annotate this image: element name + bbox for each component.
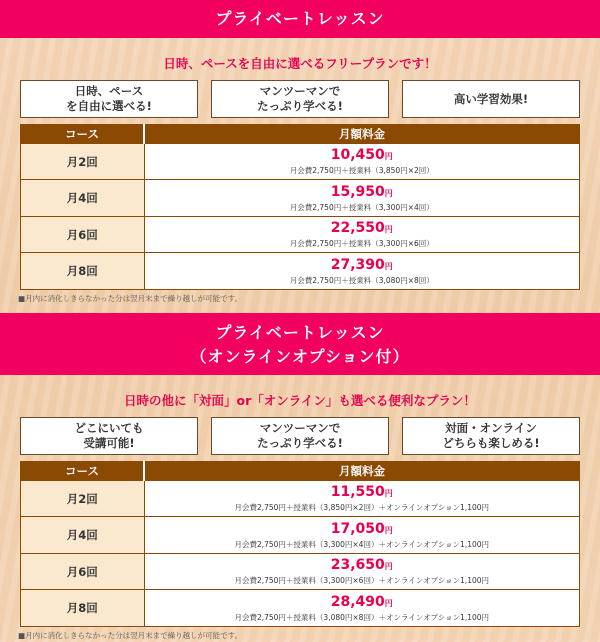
table-header-row — [21, 462, 580, 481]
amount-value: 27,390 — [330, 256, 385, 273]
table-row — [21, 217, 580, 253]
fee-detail: 月会費2,750円＋授業料（3,850円×2回）＋オンラインオプション1,100円 — [234, 503, 490, 512]
fee-amount — [145, 147, 580, 165]
table-row — [21, 180, 580, 217]
fee-cell — [144, 554, 580, 590]
course-cell: 月8回 — [21, 253, 145, 290]
table-row — [21, 481, 580, 517]
amount-value: 23,650 — [330, 557, 385, 573]
fee-amount — [145, 184, 580, 202]
yen-unit: 円 — [384, 489, 393, 498]
table-row — [21, 253, 580, 290]
yen-unit: 円 — [384, 562, 393, 571]
yen-unit: 円 — [384, 188, 393, 198]
fee-amount — [145, 557, 580, 575]
col-fee-header: 月額料金 — [144, 462, 580, 481]
fee-detail: 月会費2,750円＋授業料（3,850円×2回） — [289, 166, 434, 175]
section2-banner — [0, 313, 600, 375]
table-row — [21, 144, 580, 180]
fee-detail: 月会費2,750円＋授業料（3,300円×4回）＋オンラインオプション1,100円 — [234, 539, 490, 549]
table-row — [21, 517, 580, 554]
fee-detail: 月会費2,750円＋授業料（3,300円×6回）＋オンラインオプション1,100円 — [234, 576, 490, 585]
section2-note: ■月内に消化しきらなかった分は翌月末まで繰り越しが可能です。 — [18, 631, 242, 640]
course-cell: 月6回 — [21, 217, 145, 253]
amount-value: 15,950 — [330, 183, 385, 200]
feature-box: どこにいても 受講可能! — [20, 417, 198, 455]
amount-value: 11,550 — [330, 484, 385, 500]
fee-cell — [144, 517, 580, 554]
section2-price-table — [20, 461, 580, 627]
col-fee-header: 月額料金 — [144, 125, 580, 144]
table-row — [21, 554, 580, 590]
section2-title-line2: （オンラインオプション付） — [190, 347, 410, 366]
yen-unit: 円 — [384, 598, 393, 608]
fee-amount — [145, 594, 580, 612]
fee-cell — [144, 481, 580, 517]
course-cell: 月6回 — [21, 554, 145, 590]
section1-note: ■月内に消化しきらなかった分は翌月末まで繰り越しが可能です。 — [18, 294, 242, 303]
section2-subtitle: 日時の他に「対面」or「オンライン」も選べる便利なプラン！ — [124, 393, 476, 408]
fee-cell — [144, 217, 580, 253]
feature-box: 高い学習効果! — [402, 80, 580, 118]
table-header-row — [21, 125, 580, 144]
course-cell: 月2回 — [21, 144, 145, 180]
course-cell: 月4回 — [21, 180, 145, 217]
fee-cell — [144, 180, 580, 217]
feature-box: マンツーマンで たっぷり学べる! — [211, 80, 389, 118]
amount-value: 28,490 — [330, 593, 385, 610]
fee-detail: 月会費2,750円＋授業料（3,300円×6回） — [289, 239, 434, 248]
fee-amount — [145, 220, 580, 238]
fee-amount — [145, 257, 580, 275]
amount-value: 10,450 — [330, 147, 385, 163]
fee-amount — [145, 521, 580, 539]
yen-unit: 円 — [384, 152, 393, 161]
feature-box: 日時、ペース を自由に選べる! — [20, 80, 198, 118]
fee-cell — [144, 253, 580, 290]
section1-price-table — [20, 124, 580, 290]
fee-cell — [144, 144, 580, 180]
section1-features — [20, 80, 580, 120]
fee-detail: 月会費2,750円＋授業料（3,080円×8回） — [289, 275, 434, 285]
fee-cell — [144, 590, 580, 627]
fee-detail: 月会費2,750円＋授業料（3,080円×8回）＋オンラインオプション1,100円 — [234, 612, 490, 622]
fee-amount — [145, 484, 580, 502]
feature-box: マンツーマンで たっぷり学べる! — [211, 417, 389, 455]
col-course-header: コース — [21, 462, 145, 481]
yen-unit: 円 — [384, 261, 393, 271]
fee-detail: 月会費2,750円＋授業料（3,300円×4回） — [289, 202, 434, 212]
course-cell: 月8回 — [21, 590, 145, 627]
col-course-header: コース — [21, 125, 145, 144]
course-cell: 月4回 — [21, 517, 145, 554]
amount-value: 22,550 — [330, 220, 385, 236]
amount-value: 17,050 — [330, 520, 385, 537]
section1-subtitle: 日時、ペースを自由に選べるフリープランです！ — [163, 56, 437, 71]
table-row — [21, 590, 580, 627]
section2-features — [20, 417, 580, 457]
section1-banner — [0, 0, 600, 38]
feature-box: 対面・オンライン どちらも楽しめる! — [402, 417, 580, 455]
yen-unit: 円 — [384, 225, 393, 234]
yen-unit: 円 — [384, 525, 393, 535]
section2-title-line1: プライベートレッスン — [215, 323, 385, 342]
section1-title: プライベートレッスン — [215, 9, 385, 28]
course-cell: 月2回 — [21, 481, 145, 517]
